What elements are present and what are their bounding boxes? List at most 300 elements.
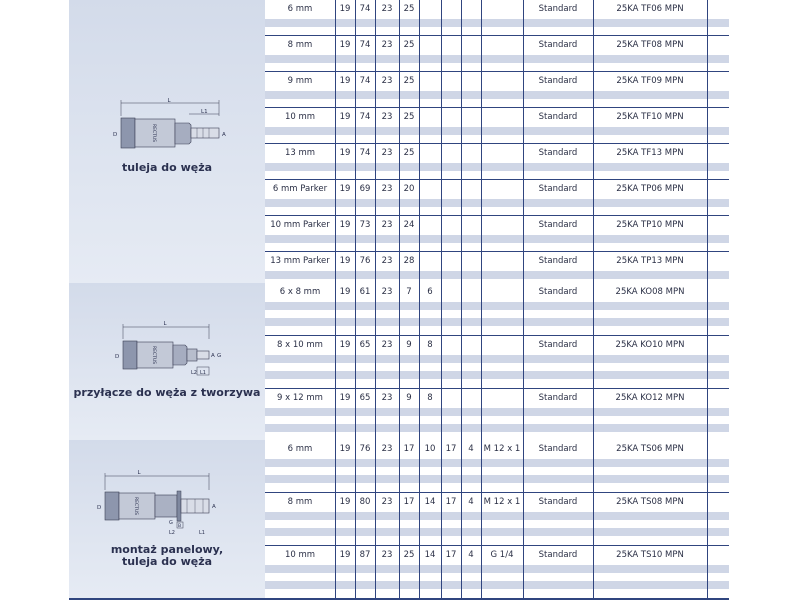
cell-c5: 14 xyxy=(424,550,436,560)
cell-code: 25KA TS10 MPN xyxy=(616,550,684,560)
cell-c3: 23 xyxy=(381,340,393,350)
column-divider xyxy=(707,283,708,336)
cell-code: 25KA TF08 MPN xyxy=(616,40,684,50)
column-divider xyxy=(481,216,482,252)
cell-c6 xyxy=(441,283,461,302)
table-row xyxy=(265,144,729,180)
cell-thread xyxy=(481,389,523,408)
column-divider xyxy=(419,36,420,72)
cell-c5 xyxy=(419,72,441,91)
column-divider xyxy=(375,389,376,442)
cell-c1: 19 xyxy=(339,393,351,403)
table-row xyxy=(265,440,729,493)
cell-c6 xyxy=(441,336,461,355)
column-divider xyxy=(707,108,708,144)
column-divider xyxy=(707,546,708,599)
column-divider xyxy=(461,336,462,389)
diagram-label-a: A xyxy=(211,353,215,359)
cell-size: 10 mm Parker xyxy=(270,220,330,230)
column-divider xyxy=(461,180,462,216)
cell-c2: 65 xyxy=(359,340,371,350)
column-divider xyxy=(441,216,442,252)
column-divider xyxy=(481,108,482,144)
cell-c1: 19 xyxy=(339,4,351,14)
cell-type: Standard xyxy=(538,287,578,297)
cell-c5 xyxy=(419,144,441,163)
column-divider xyxy=(461,440,462,493)
column-divider xyxy=(335,180,336,216)
cell-c2: 74 xyxy=(359,76,371,86)
column-divider xyxy=(419,144,420,180)
column-divider xyxy=(707,180,708,216)
cell-c4: 17 xyxy=(403,444,415,454)
diagram-label-l1: L1 xyxy=(199,530,205,536)
cell-thread xyxy=(481,336,523,355)
table-row xyxy=(265,180,729,216)
cell-size: 9 x 12 mm xyxy=(277,393,323,403)
cell-c4: 20 xyxy=(403,184,415,194)
cell-c3: 23 xyxy=(381,112,393,122)
column-divider xyxy=(419,389,420,442)
column-divider xyxy=(399,336,400,389)
column-divider xyxy=(419,283,420,336)
cell-c1: 19 xyxy=(339,112,351,122)
cell-code: 25KA TF09 MPN xyxy=(616,76,684,86)
column-divider xyxy=(375,0,376,36)
diagram-label-g: G xyxy=(169,520,173,526)
column-divider xyxy=(593,144,594,180)
column-divider xyxy=(593,493,594,546)
cell-c1: 19 xyxy=(339,287,351,297)
column-divider xyxy=(335,144,336,180)
cell-type: Standard xyxy=(538,256,578,266)
column-divider xyxy=(375,180,376,216)
diagram-label-l2: L2 xyxy=(169,530,175,536)
diagram-label-a: A xyxy=(212,504,216,510)
cell-c3: 23 xyxy=(381,148,393,158)
column-divider xyxy=(523,546,524,599)
column-divider xyxy=(335,108,336,144)
cell-c6 xyxy=(441,108,461,127)
column-divider xyxy=(335,493,336,546)
cell-thread xyxy=(481,283,523,302)
column-divider xyxy=(441,389,442,442)
column-divider xyxy=(335,36,336,72)
cell-c4: 25 xyxy=(403,4,415,14)
cell-c5: 6 xyxy=(427,287,433,297)
cell-c2: 74 xyxy=(359,148,371,158)
cell-c1: 19 xyxy=(339,220,351,230)
cell-c6 xyxy=(441,252,461,271)
column-divider xyxy=(593,108,594,144)
cell-c1: 19 xyxy=(339,340,351,350)
column-divider xyxy=(335,0,336,36)
cell-thread: M 12 x 1 xyxy=(483,497,521,507)
cell-c4: 25 xyxy=(403,40,415,50)
cell-c2: 73 xyxy=(359,220,371,230)
cell-c1: 19 xyxy=(339,444,351,454)
cell-c1: 19 xyxy=(339,40,351,50)
cell-code: 25KA TS08 MPN xyxy=(616,497,684,507)
column-divider xyxy=(419,546,420,599)
cell-c5 xyxy=(419,180,441,199)
column-divider xyxy=(707,336,708,389)
column-divider xyxy=(481,0,482,36)
cell-c3: 23 xyxy=(381,76,393,86)
section-caption: przyłącze do węża z tworzywa xyxy=(73,386,261,399)
column-divider xyxy=(419,108,420,144)
cell-code: 25KA TP06 MPN xyxy=(616,184,684,194)
coupling-diagram-panel-mount xyxy=(69,464,265,540)
column-divider xyxy=(335,440,336,493)
column-divider xyxy=(593,72,594,108)
column-divider xyxy=(593,283,594,336)
cell-c7 xyxy=(461,336,481,355)
cell-size: 8 mm xyxy=(287,497,313,507)
column-divider xyxy=(461,0,462,36)
cell-c2: 61 xyxy=(359,287,371,297)
cell-type: Standard xyxy=(538,184,578,194)
column-divider xyxy=(523,493,524,546)
cell-c6 xyxy=(441,216,461,235)
cell-thread xyxy=(481,0,523,19)
column-divider xyxy=(355,108,356,144)
cell-c5 xyxy=(419,216,441,235)
cell-size: 8 x 10 mm xyxy=(277,340,323,350)
cell-size: 6 mm xyxy=(287,4,313,14)
cell-c7 xyxy=(461,36,481,55)
column-divider xyxy=(593,216,594,252)
cell-c4: 7 xyxy=(406,287,412,297)
cell-c6 xyxy=(441,72,461,91)
diagram-label-a: A xyxy=(222,132,226,138)
cell-c5: 10 xyxy=(424,444,436,454)
table-row xyxy=(265,493,729,546)
column-divider xyxy=(375,283,376,336)
cell-c6: 17 xyxy=(445,550,457,560)
diagram-label-d: D xyxy=(115,354,120,360)
cell-c6: 17 xyxy=(445,444,457,454)
cell-c7: 4 xyxy=(468,550,474,560)
column-divider xyxy=(481,546,482,599)
cell-c3: 23 xyxy=(381,550,393,560)
column-divider xyxy=(441,0,442,36)
diagram-label-d: D xyxy=(97,505,102,511)
rows-plastic-hose xyxy=(265,283,729,442)
column-divider xyxy=(461,108,462,144)
column-divider xyxy=(355,216,356,252)
column-divider xyxy=(523,36,524,72)
column-divider xyxy=(481,144,482,180)
cell-c7 xyxy=(461,72,481,91)
cell-thread xyxy=(481,252,523,271)
cell-c2: 76 xyxy=(359,256,371,266)
table-row xyxy=(265,0,729,36)
cell-c5: 8 xyxy=(427,340,433,350)
column-divider xyxy=(399,440,400,493)
cell-c2: 74 xyxy=(359,112,371,122)
column-divider xyxy=(481,493,482,546)
cell-c2: 74 xyxy=(359,40,371,50)
column-divider xyxy=(375,493,376,546)
cell-type: Standard xyxy=(538,112,578,122)
column-divider xyxy=(593,36,594,72)
column-divider xyxy=(523,0,524,36)
cell-c1: 19 xyxy=(339,256,351,266)
cell-code: 25KA TS06 MPN xyxy=(616,444,684,454)
column-divider xyxy=(375,216,376,252)
column-divider xyxy=(461,546,462,599)
cell-c2: 74 xyxy=(359,4,371,14)
cell-c7 xyxy=(461,0,481,19)
cell-type: Standard xyxy=(538,148,578,158)
column-divider xyxy=(355,336,356,389)
rows-hose-tail xyxy=(265,0,729,288)
cell-c4: 25 xyxy=(403,550,415,560)
column-divider xyxy=(523,336,524,389)
column-divider xyxy=(355,546,356,599)
section-caption-line-2: tuleja do węża xyxy=(121,555,213,568)
cell-code: 25KA KO12 MPN xyxy=(615,393,685,403)
column-divider xyxy=(441,108,442,144)
column-divider xyxy=(375,546,376,599)
cell-size: 10 mm xyxy=(284,550,316,560)
cell-c7 xyxy=(461,283,481,302)
cell-c3: 23 xyxy=(381,444,393,454)
column-divider xyxy=(419,72,420,108)
column-divider xyxy=(707,493,708,546)
cell-thread xyxy=(481,144,523,163)
section-image-panel xyxy=(69,440,266,598)
cell-c3: 23 xyxy=(381,40,393,50)
column-divider xyxy=(481,440,482,493)
cell-thread xyxy=(481,72,523,91)
column-divider xyxy=(335,389,336,442)
cell-c7 xyxy=(461,389,481,408)
table-row xyxy=(265,108,729,144)
column-divider xyxy=(355,389,356,442)
column-divider xyxy=(461,216,462,252)
column-divider xyxy=(399,0,400,36)
cell-c3: 23 xyxy=(381,4,393,14)
column-divider xyxy=(481,72,482,108)
cell-c2: 80 xyxy=(359,497,371,507)
column-divider xyxy=(355,493,356,546)
column-divider xyxy=(593,440,594,493)
cell-thread xyxy=(481,216,523,235)
column-divider xyxy=(481,180,482,216)
cell-size: 9 mm xyxy=(287,76,313,86)
section-caption-line-1: montaż panelowy, xyxy=(110,543,224,556)
section-hose-tail xyxy=(69,0,729,287)
column-divider xyxy=(355,180,356,216)
cell-c5 xyxy=(419,0,441,19)
column-divider xyxy=(461,144,462,180)
diagram-label-b: B xyxy=(178,524,182,529)
column-divider xyxy=(355,0,356,36)
column-divider xyxy=(399,283,400,336)
column-divider xyxy=(399,180,400,216)
column-divider xyxy=(707,389,708,442)
column-divider xyxy=(441,144,442,180)
cell-type: Standard xyxy=(538,76,578,86)
column-divider xyxy=(441,336,442,389)
column-divider xyxy=(399,546,400,599)
diagram-label-l: L xyxy=(137,470,141,476)
column-divider xyxy=(335,336,336,389)
column-divider xyxy=(461,36,462,72)
column-divider xyxy=(355,36,356,72)
column-divider xyxy=(481,389,482,442)
table-row xyxy=(265,72,729,108)
cell-c4: 25 xyxy=(403,112,415,122)
table-row xyxy=(265,336,729,389)
cell-c7 xyxy=(461,108,481,127)
cell-code: 25KA KO08 MPN xyxy=(615,287,685,297)
column-divider xyxy=(461,283,462,336)
column-divider xyxy=(335,283,336,336)
table-row xyxy=(265,36,729,72)
column-divider xyxy=(375,336,376,389)
cell-c6 xyxy=(441,144,461,163)
cell-type: Standard xyxy=(538,220,578,230)
column-divider xyxy=(419,440,420,493)
column-divider xyxy=(461,493,462,546)
cell-type: Standard xyxy=(538,393,578,403)
column-divider xyxy=(461,389,462,442)
column-divider xyxy=(523,144,524,180)
column-divider xyxy=(523,108,524,144)
cell-code: 25KA TF10 MPN xyxy=(616,112,684,122)
column-divider xyxy=(593,389,594,442)
column-divider xyxy=(399,493,400,546)
column-divider xyxy=(707,440,708,493)
column-divider xyxy=(399,36,400,72)
column-divider xyxy=(335,72,336,108)
cell-c4: 25 xyxy=(403,148,415,158)
cell-thread xyxy=(481,180,523,199)
column-divider xyxy=(441,180,442,216)
cell-type: Standard xyxy=(538,40,578,50)
column-divider xyxy=(441,546,442,599)
cell-c1: 19 xyxy=(339,497,351,507)
cell-c7 xyxy=(461,180,481,199)
cell-c4: 9 xyxy=(406,340,412,350)
column-divider xyxy=(707,144,708,180)
cell-c2: 87 xyxy=(359,550,371,560)
column-divider xyxy=(523,389,524,442)
diagram-label-l: L xyxy=(163,321,167,327)
table-row xyxy=(265,389,729,442)
diagram-label-l2: L2 xyxy=(191,370,197,376)
cell-type: Standard xyxy=(538,550,578,560)
cell-size: 8 mm xyxy=(287,40,313,50)
section-image-panel xyxy=(69,0,266,285)
cell-c3: 23 xyxy=(381,287,393,297)
diagram-brand-text: RECTUS xyxy=(151,123,156,143)
column-divider xyxy=(419,493,420,546)
column-divider xyxy=(399,216,400,252)
cell-c7 xyxy=(461,144,481,163)
column-divider xyxy=(707,72,708,108)
cell-size: 6 x 8 mm xyxy=(279,287,321,297)
cell-c3: 23 xyxy=(381,393,393,403)
cell-c5 xyxy=(419,36,441,55)
cell-code: 25KA TP13 MPN xyxy=(616,256,684,266)
column-divider xyxy=(335,546,336,599)
section-caption: tuleja do węża xyxy=(121,161,213,174)
cell-c5 xyxy=(419,252,441,271)
cell-c2: 76 xyxy=(359,444,371,454)
cell-c2: 69 xyxy=(359,184,371,194)
coupling-diagram-plastic-hose xyxy=(69,315,265,381)
column-divider xyxy=(523,180,524,216)
diagram-brand-text: RECTUS xyxy=(133,496,138,516)
cell-c7 xyxy=(461,252,481,271)
column-divider xyxy=(419,216,420,252)
column-divider xyxy=(441,36,442,72)
column-divider xyxy=(419,0,420,36)
section-image-panel xyxy=(69,283,266,440)
table-row xyxy=(265,283,729,336)
diagram-label-l: L xyxy=(167,98,171,104)
column-divider xyxy=(375,108,376,144)
column-divider xyxy=(375,144,376,180)
column-divider xyxy=(523,216,524,252)
section-caption xyxy=(69,544,265,568)
cell-c7 xyxy=(461,216,481,235)
column-divider xyxy=(523,283,524,336)
table-row xyxy=(265,546,729,599)
cell-code: 25KA KO10 MPN xyxy=(615,340,685,350)
column-divider xyxy=(355,440,356,493)
column-divider xyxy=(355,283,356,336)
column-divider xyxy=(461,72,462,108)
section-panel-mount xyxy=(69,440,729,600)
cell-size: 10 mm xyxy=(284,112,316,122)
cell-c4: 17 xyxy=(403,497,415,507)
cell-c4: 9 xyxy=(406,393,412,403)
cell-type: Standard xyxy=(538,444,578,454)
cell-thread: M 12 x 1 xyxy=(483,444,521,454)
column-divider xyxy=(441,440,442,493)
cell-c1: 19 xyxy=(339,550,351,560)
cell-c6 xyxy=(441,180,461,199)
column-divider xyxy=(441,493,442,546)
cell-c6: 17 xyxy=(445,497,457,507)
column-divider xyxy=(441,72,442,108)
cell-thread: G 1/4 xyxy=(490,550,514,560)
cell-c4: 24 xyxy=(403,220,415,230)
column-divider xyxy=(399,144,400,180)
column-divider xyxy=(399,72,400,108)
coupling-diagram-hose-tail xyxy=(69,96,265,156)
cell-c5 xyxy=(419,108,441,127)
cell-c3: 23 xyxy=(381,497,393,507)
cell-thread xyxy=(481,36,523,55)
column-divider xyxy=(593,0,594,36)
cell-c7: 4 xyxy=(468,497,474,507)
column-divider xyxy=(399,389,400,442)
cell-size: 13 mm Parker xyxy=(270,256,330,266)
column-divider xyxy=(419,336,420,389)
diagram-label-g: G xyxy=(217,353,222,359)
column-divider xyxy=(375,440,376,493)
cell-size: 6 mm Parker xyxy=(272,184,328,194)
column-divider xyxy=(593,336,594,389)
table-row xyxy=(265,216,729,252)
diagram-label-l1: L1 xyxy=(200,370,206,376)
